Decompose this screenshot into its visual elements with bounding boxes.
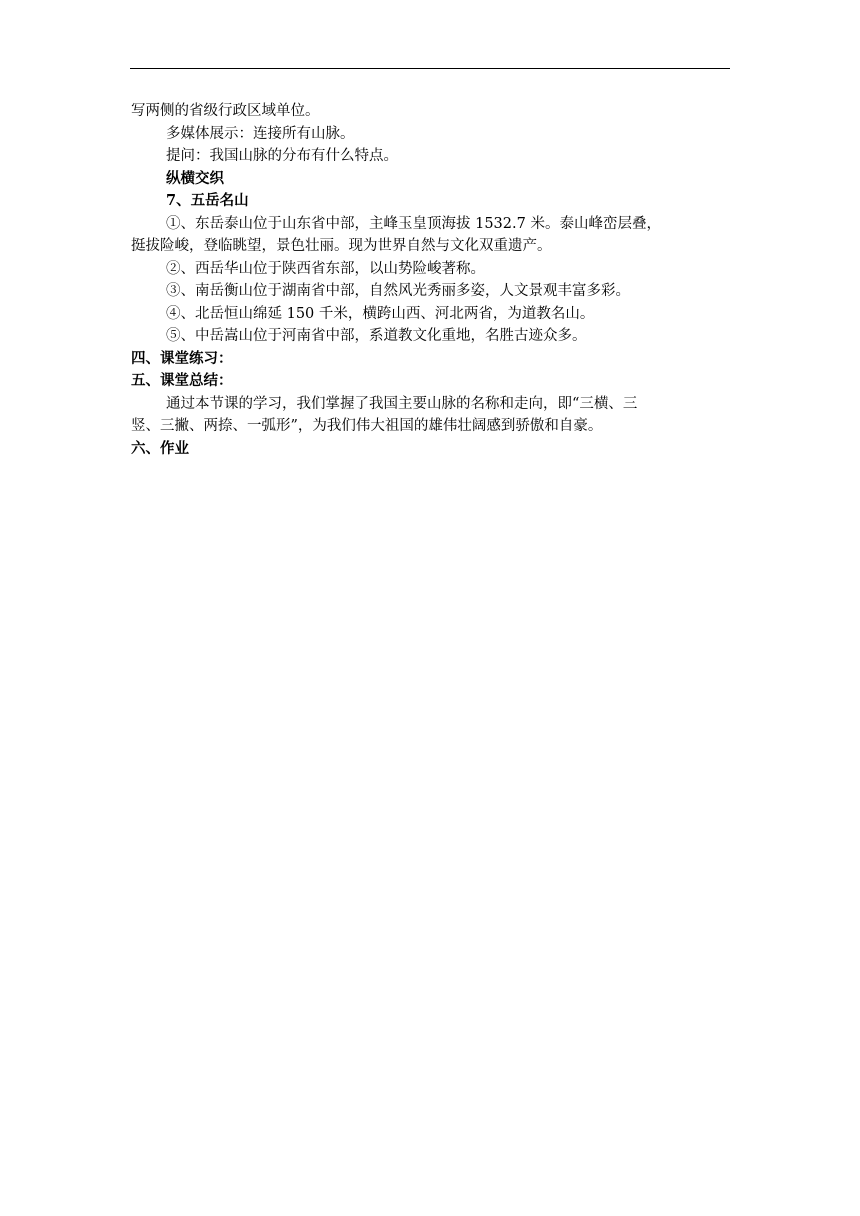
list-item-hengshan-north: ④、北岳恒山绵延 150 千米，横跨山西、河北两省，为道教名山。 <box>166 305 595 322</box>
section-heading-homework: 六、作业 <box>131 439 189 457</box>
paragraph-line: 通过本节课的学习，我们掌握了我国主要山脉的名称和走向，即“三横、三 <box>166 395 638 412</box>
subheading-wuyue: 7、五岳名山 <box>166 192 249 209</box>
header-rule <box>130 68 730 69</box>
document-body <box>131 100 731 460</box>
paragraph-line: 竖、三撇、两捺、一弧形”，为我们伟大祖国的雄伟壮阔感到骄傲和自豪。 <box>131 418 603 434</box>
list-item-huashan: ②、西岳华山位于陕西省东部，以山势险峻著称。 <box>166 260 485 277</box>
paragraph-line: 提问：我国山脉的分布有什么特点。 <box>166 148 398 164</box>
section-heading-summary: 五、课堂总结： <box>131 372 233 389</box>
list-item-taishan: ①、东岳泰山位于山东省中部，主峰玉皇顶海拔 1532.7 米。泰山峰峦层叠， <box>166 215 661 232</box>
paragraph-line: 多媒体展示：连接所有山脉。 <box>166 125 355 142</box>
list-item-songshan: ⑤、中岳嵩山位于河南省中部，系道教文化重地，名胜古迹众多。 <box>166 328 587 344</box>
paragraph-line: 挺拔险峻，登临眺望，景色壮丽。现为世界自然与文化双重遗产。 <box>131 238 552 254</box>
paragraph-line: 写两侧的省级行政区域单位。 <box>131 103 320 119</box>
list-item-hengshan-south: ③、南岳衡山位于湖南省中部，自然风光秀丽多姿，人文景观丰富多彩。 <box>166 283 630 299</box>
subheading-zongheng: 纵横交织 <box>166 169 224 187</box>
section-heading-practice: 四、课堂练习： <box>131 349 233 367</box>
